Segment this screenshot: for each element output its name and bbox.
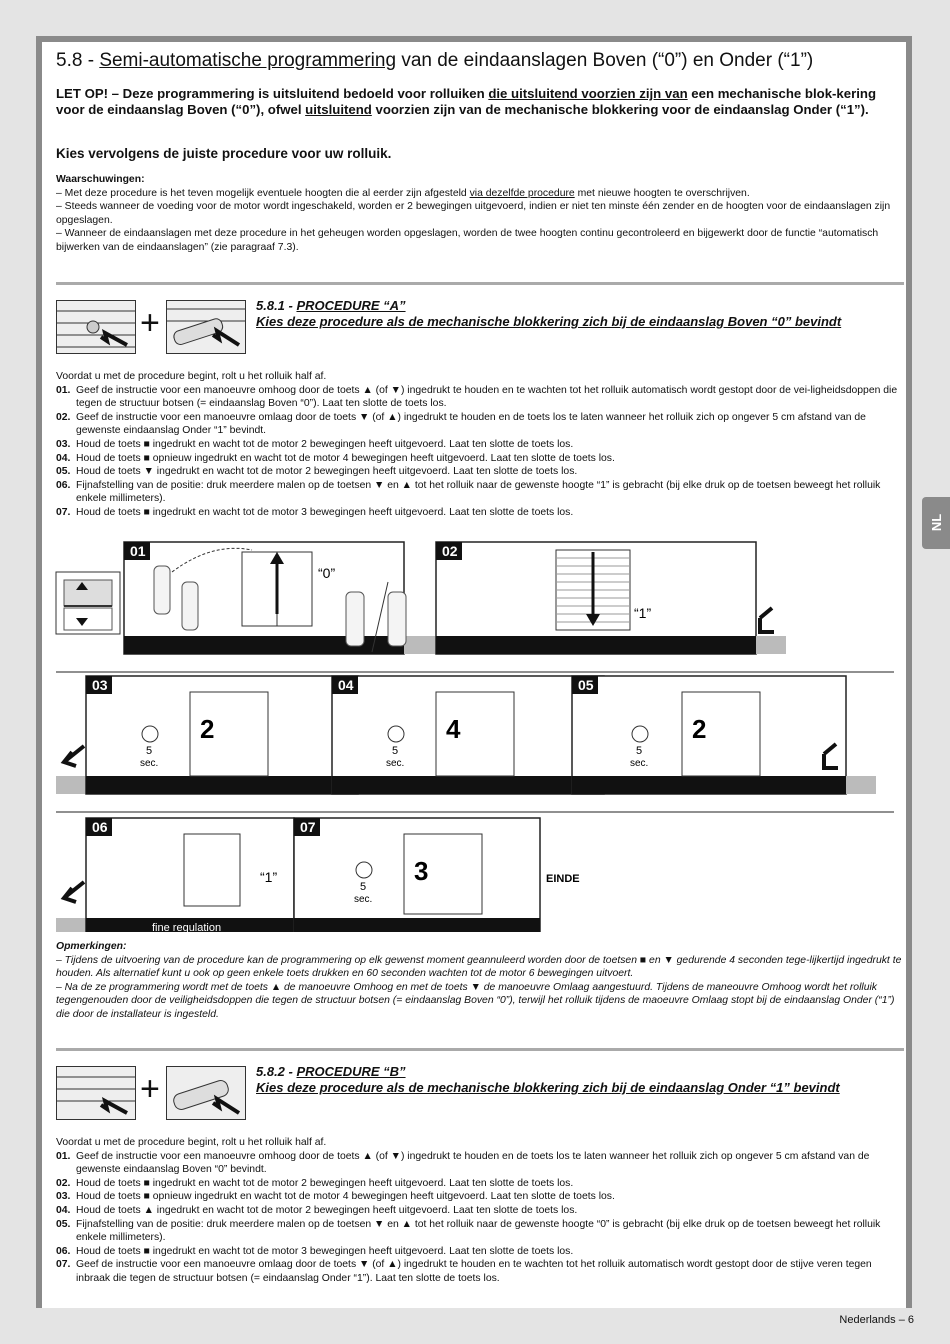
sec-label-b: sec. [386,758,405,769]
step-b-07: 07. Geef de instructie voor een manoeuvre omlaag door de toets ▼ (of ▲) ingedrukt te houden en te wachten tot het rolluik automatisch wordt gestopt door de stijve veren tegen inbraak die tegen de structuur botsen (= eindaanslag Onder “1”). Laat ten slotte de toets los. [56,1259,872,1284]
label-04: 04 [338,677,354,693]
row-2 [56,676,876,794]
step-a-03: 03. Houd de toets ■ ingedrukt en wacht tot de motor 2 bewegingen heeft uitgevoerd. Laat ten slotte de toets los. [56,438,574,450]
moves-3-count: 3 [414,856,429,886]
choose-procedure-text: Kies vervolgens de juiste procedure voor uw rolluik. [56,146,392,161]
label-03: 03 [92,677,108,693]
row-3 [56,818,580,932]
opmerking-2: – Na de ze programmering wordt met de toets ▲ de manoeuvre Omhoog en met de toets ▼ de manoeuvre Omlaag aangestuurd. Tijdens de maneouvre Omhoog wordt het rolluik tegengenouden door de veiligheidsdoppen die tegen de structuur botsen (= eindaanslag Boven “0”), terwijl het rolluik tijdens de maoeuvre Omlaag stopt bij de eindaanslag Onder (“1”) die door de installateur is ingesteld. [56,981,895,1020]
step-b-05: 05. Fijnafstelling van de positie: druk meerdere malen op de toetsen ▼ en ▲ tot het rolluik naar de gewenste hoogte “0” is gebracht (bij elke druk op de toetsen beweegt het rolluik enkele millimeters). [56,1218,881,1244]
seconds-5: 5 [146,745,153,757]
step-a-07: 07. Houd de toets ■ ingedrukt en wacht tot de motor 3 bewegingen heeft uitgevoerd. Laat ten slotte de toets los. [56,506,574,518]
motor-tube-icon-b [166,1066,246,1120]
moves-4-count: 4 [446,714,461,744]
position-1-label-b: “1” [260,869,278,885]
step-b-04: 04. Houd de toets ▲ ingedrukt en wacht tot de motor 2 bewegingen heeft uitgevoerd. Laat ten slotte de toets los. [56,1204,578,1216]
step-b-06: 06. Houd de toets ■ ingedrukt en wacht tot de motor 3 bewegingen heeft uitgevoerd. Laat ten slotte de toets los. [56,1245,574,1257]
plus-icon: + [140,304,160,342]
manual-page [36,36,912,1308]
procedure-b-intro: Voordat u met de procedure begint, rolt u het rolluik half af. [56,1137,327,1148]
warnings-heading: Waarschuwingen: [56,174,145,185]
label-07: 07 [300,819,316,835]
section-title: 5.8 - Semi-automatische programmering van de eindaanslagen Boven (“0”) en Onder (“1”) [56,50,814,71]
einde-label: EINDE [546,873,580,885]
plus-icon-b: + [140,1070,160,1108]
moves-2-count-b: 2 [692,714,707,744]
step-b-02: 02. Houd de toets ■ ingedrukt en wacht tot de motor 2 bewegingen heeft uitgevoerd. Laat ten slotte de toets los. [56,1177,574,1189]
motor-tube-icon [166,300,246,354]
seconds-5-c: 5 [636,745,643,757]
procedure-b-steps [56,1136,908,1286]
opmerkingen-heading: Opmerkingen: [56,941,127,952]
sec-label: sec. [140,758,159,769]
procedure-a-steps [56,370,908,520]
procedure-b-heading: 5.8.2 - PROCEDURE “B” Kies deze procedure als de mechanische blokkering zich bij de eindaanslag Onder “1” bevindt [256,1064,840,1095]
step-a-01: 01. Geef de instructie voor een manoeuvre omhoog door de toets ▲ (of ▼) ingedrukt te houden en te wachten tot het rolluik automatisch wordt gestopt door de vei-ligheidsdoppen die tegen de structuur botsen (= eindaanslag Boven “0”). Laat ten slotte de toets los. [56,384,898,410]
position-1-label: “1” [634,605,652,621]
position-0-label: “0” [318,565,336,581]
warning-1: – Met deze procedure is het teven mogelijk eventuele hoogten die al eerder zijn afgesteld via dezelfde procedure met nieuwe hoogten te overschrijven. [56,187,750,199]
procedure-a-intro: Voordat u met de procedure begint, rolt u het rolluik half af. [56,371,327,382]
warnings-block [56,173,908,255]
divider-b [56,1048,904,1051]
label-01: 01 [130,543,146,559]
seconds-5-b: 5 [392,745,399,757]
row-1-right [436,542,786,654]
page-footer: Nederlands – 6 [839,1314,914,1326]
procedure-figure [42,522,906,932]
label-05: 05 [578,677,594,693]
opmerking-1: – Tijdens de uitvoering van de procedure kan de programmering op elk gewenst moment geannuleerd worden door de toetsen ■ en ▼ gedurende 4 seconden tege-lijkertijd ingedrukt te houden. Als alternatief kunt u ook op geen enkele toets drukken en 60 seconden wachten tot de motor 6 bewegingen uitvoert. [56,954,902,980]
sec-label-d: sec. [354,894,373,905]
moves-2-count: 2 [200,714,215,744]
step-b-01: 01. Geef de instructie voor een manoeuvre omhoog door de toets ▲ (of ▼) ingedrukt te houden en de toets los te laten wanneer het rolluik zich op ongever 5 cm afstand van de gewenste eindaanslag Boven “0” bevindt. [56,1150,870,1176]
row-1 [56,542,436,654]
opmerkingen-block [56,940,908,1022]
step-b-03: 03. Houd de toets ■ opnieuw ingedrukt en wacht tot de motor 4 bewegingen heeft uitgevoerd. Laat ten slotte de toets los. [56,1191,615,1203]
divider [56,282,904,285]
warning-3: – Wanneer de eindaanslagen met deze procedure in het geheugen worden opgeslagen, worden de twee hoogten continu gecontroleerd en bijgewerkt door de functie “automatisch bijwerken van de eindaanslagen” (zie paragraaf 7.3). [56,228,879,253]
shutter-stop-bottom-icon [56,1066,136,1120]
letop-warning: LET OP! – Deze programmering is uitsluitend bedoeld voor rolluiken die uitsluitend voorzien zijn van een mechanische blok-kering voor de eindaanslag Boven (“0”), ofwel uitsluitend voorzien zijn van de mechanische blokkering voor de eindaanslag Onder (“1”). [56,86,876,117]
step-a-05: 05. Houd de toets ▼ ingedrukt en wacht tot de motor 2 bewegingen heeft uitgevoerd. Laat ten slotte de toets los. [56,466,578,478]
procedure-a-heading: 5.8.1 - PROCEDURE “A” Kies deze procedure als de mechanische blokkering zich bij de eindaanslag Boven “0” bevindt [256,298,842,329]
label-02: 02 [442,543,458,559]
fine-regulation-label: fine regulation [152,922,222,932]
shutter-stop-top-icon [56,300,136,354]
label-06: 06 [92,819,108,835]
language-tab[interactable]: NL [922,497,950,549]
step-a-06: 06. Fijnafstelling van de positie: druk meerdere malen op de toetsen ▼ en ▲ tot het rolluik naar de gewenste hoogte “1” is gebracht (bij elke druk op de toetsen beweegt het rolluik enkele millimeters). [56,479,881,505]
seconds-5-d: 5 [360,881,367,893]
step-a-02: 02. Geef de instructie voor een manoeuvre omlaag door de toets ▼ (of ▲) ingedrukt te houden en de toets los te laten wanneer het rolluik zich op ongever 5 cm afstand van de gewenste eindaanslag Onder “1” bevindt. [56,411,866,437]
sec-label-c: sec. [630,758,649,769]
step-a-04: 04. Houd de toets ■ opnieuw ingedrukt en wacht tot de motor 4 bewegingen heeft uitgevoerd. Laat ten slotte de toets los. [56,452,615,464]
warning-2: – Steeds wanneer de voeding voor de motor wordt ingeschakeld, worden er 2 bewegingen uitgevoerd, indien er niet ten minste één zender en de hoogten voor de eindaanslagen zijn opgeslagen. [56,201,891,226]
